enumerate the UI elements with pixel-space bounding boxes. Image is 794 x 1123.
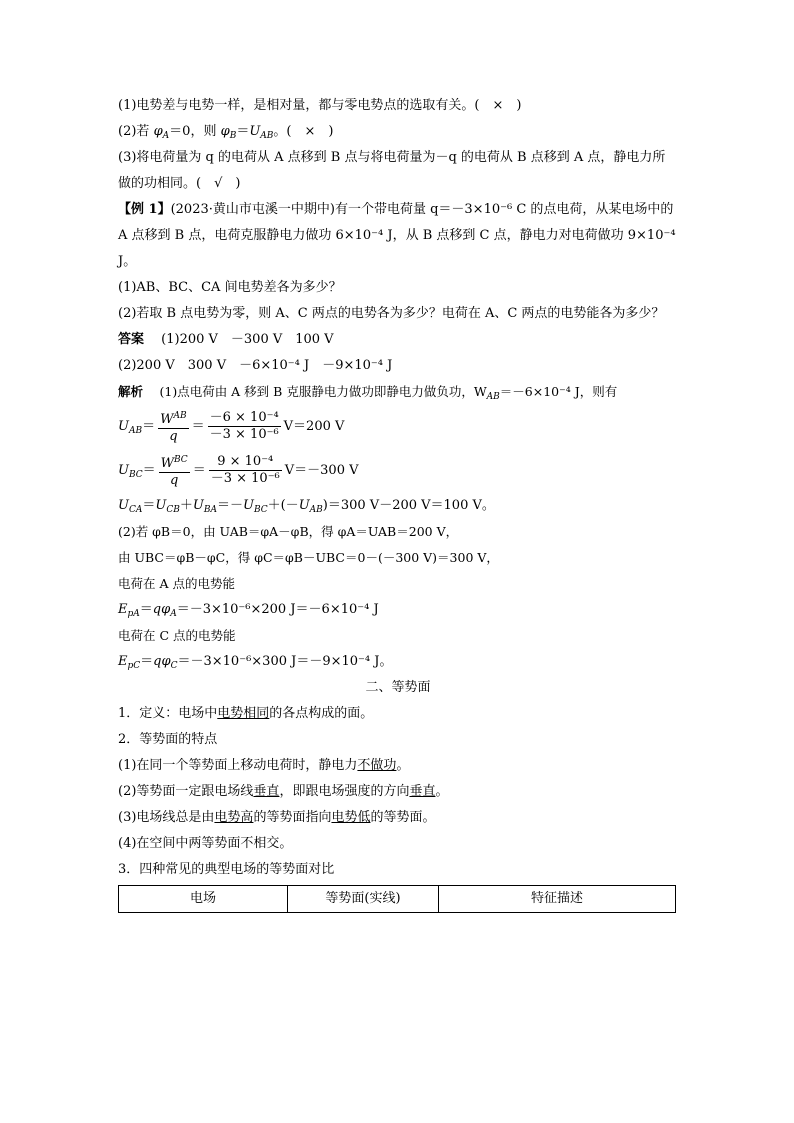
features-heading: 2．等势面的特点: [118, 732, 218, 747]
analysis-2-line-5: 电荷在 C 点的电势能: [118, 628, 236, 643]
example-problem: [118, 197, 678, 275]
answer-line-2: (2)200 V 300 V －6×10⁻⁴ J －9×10⁻⁴ J: [118, 358, 393, 373]
analysis-label: 解析: [118, 384, 144, 399]
definition: 1．定义：电场中电势相同的各点构成的面。: [118, 706, 374, 721]
comparison-heading: 3．四种常见的典型电场的等势面对比: [118, 862, 335, 877]
example-source: (2023·黄山市屯溪一中期中): [170, 202, 335, 217]
table-header-field: 电场: [119, 886, 288, 913]
question-2: (2)若取 B 点电势为零，则 A、C 两点的电势各为多少？电荷在 A、C 两点的电势能各为多少？: [118, 306, 665, 321]
table-header-surface: 等势面(实线): [288, 886, 439, 913]
document-page: [118, 93, 678, 913]
uab-equation: $U_{AB}=$ $\frac{W^{AB}}{q}$ ＝ $\frac{\text{－6 × 10⁻⁴}}{\text{－3 × 10⁻⁶}}$ V＝200 V: [118, 410, 345, 444]
question-1: (1)AB、BC、CA 间电势差各为多少？: [118, 280, 342, 295]
section-title: 二、等势面: [365, 680, 431, 695]
judge-item-3: (3)将电荷量为 q 的电荷从 A 点移到 B 点与将电荷量为－q 的电荷从 B 点移到 A 点，静电力所做的功相同。( √ ): [118, 150, 666, 191]
epa-equation: $E_{pA}=q\varphi_A=-3\times 10^{-6}\times 200$ J＝－6×10⁻⁴ J: [118, 602, 379, 619]
example-tag: 【例 1】: [118, 202, 171, 217]
feature-3: (3)电场线总是由电势高的等势面指向电势低的等势面。: [118, 810, 436, 825]
example-text: 有一个带电荷量 q＝－3×10⁻⁶ C 的点电荷，从某电场中的 A 点移到 B 点，电荷克服静电力做功 6×10⁻⁴ J，从 B 点移到 C 点，静电力对电荷做功 9×10⁻⁴ J。: [118, 202, 676, 269]
analysis-line-1: 解析 (1)点电荷由 A 移到 B 克服静电力做功即静电力做负功，$W_{AB}=-6\times 10^{-4}$ J，则有: [118, 384, 618, 402]
uca-equation: $U_{CA}=U_{CB}+U_{BA}=-U_{BC}+(-U_{AB})=300$ V－200 V＝100 V。: [118, 498, 495, 515]
table-header-row: [119, 886, 676, 913]
judge-item-1: (1)电势差与电势一样，是相对量，都与零电势点的选取有关。( × ): [118, 98, 522, 113]
feature-1: (1)在同一个等势面上移动电荷时，静电力不做功。: [118, 758, 410, 773]
answer-label: 答案: [118, 332, 145, 347]
analysis-2-line-1: (2)若 φB＝0，由 UAB＝φA－φB，得 φA＝UAB＝200 V，: [118, 524, 459, 539]
feature-4: (4)在空间中两等势面不相交。: [118, 836, 293, 851]
feature-2: (2)等势面一定跟电场线垂直，即跟电场强度的方向垂直。: [118, 784, 449, 799]
table-header-description: 特征描述: [439, 886, 676, 913]
epc-equation: $E_{pC}=q\varphi_C=-3\times 10^{-6}\times 300$ J＝－9×10⁻⁴ J。: [118, 654, 393, 671]
ubc-equation: $U_{BC}=$ $\frac{W^{BC}}{q}$ ＝ $\frac{\text{9 × 10⁻⁴}}{\text{－3 × 10⁻⁶}}$ V＝－300 V: [118, 454, 359, 488]
comparison-table: [118, 885, 676, 913]
judge-item-2: (2)若 $\varphi_A=0$，则 $\varphi_B=U_{AB}$。( × ): [118, 124, 334, 141]
analysis-2-line-3: 电荷在 A 点的电势能: [118, 576, 235, 591]
analysis-2-line-2: 由 UBC＝φB－φC，得 φC＝φB－UBC＝0－(－300 V)＝300 V，: [118, 550, 499, 565]
answer-line-1: 答案 (1)200 V －300 V 100 V: [118, 332, 334, 347]
